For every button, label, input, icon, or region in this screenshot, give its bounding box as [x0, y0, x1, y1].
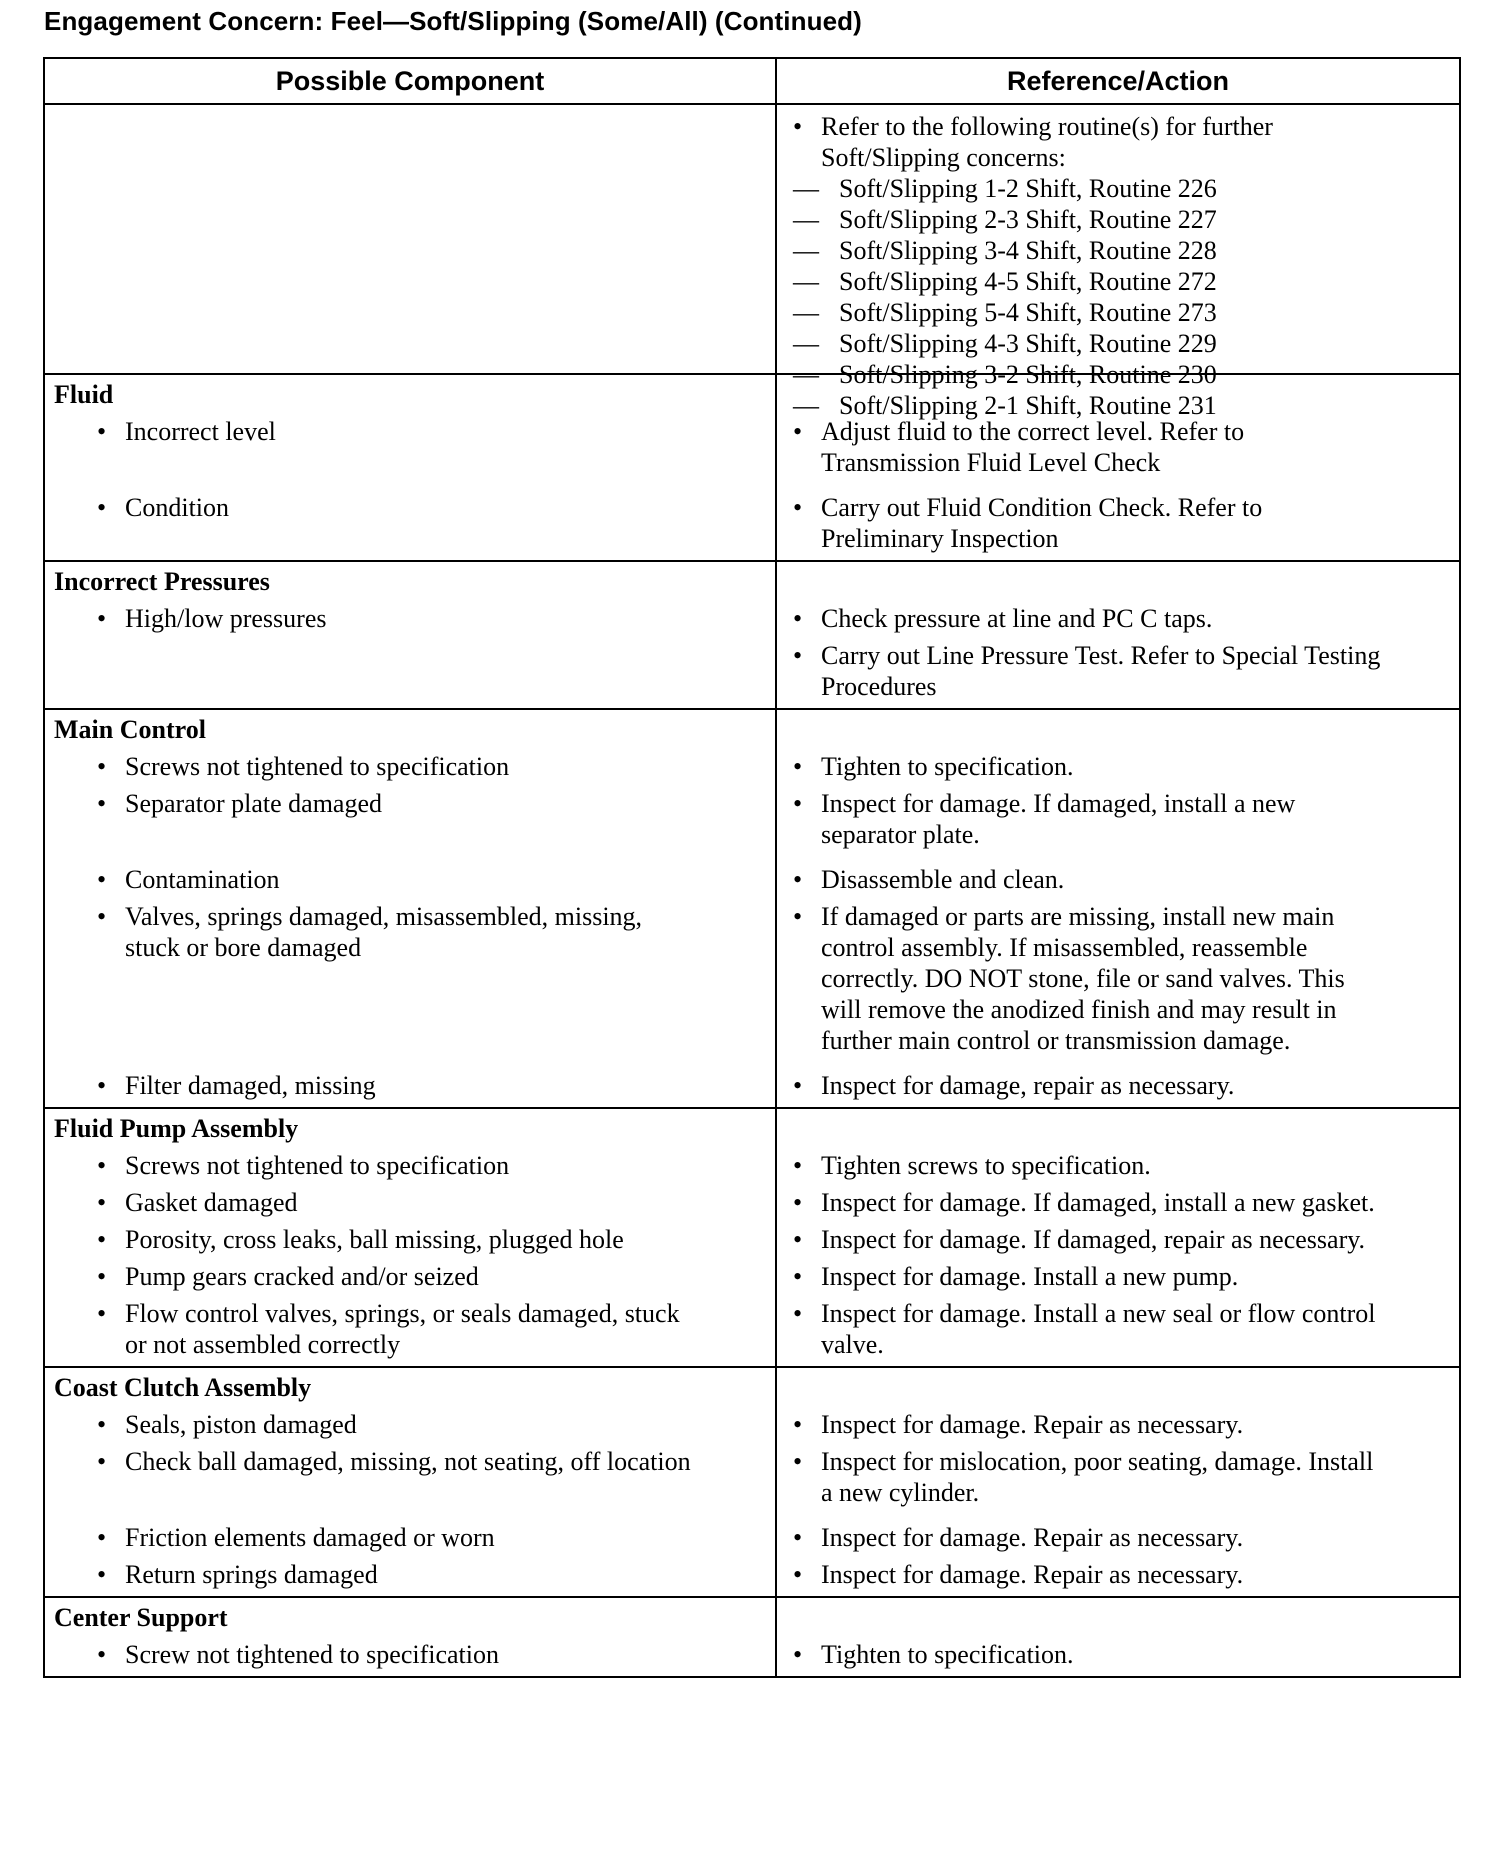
component-cell	[45, 416, 777, 478]
bullet-icon: •	[97, 1523, 107, 1552]
table-row	[45, 603, 1459, 634]
component-text	[97, 1070, 777, 1101]
bullet-icon: •	[793, 1225, 803, 1254]
action-text	[793, 751, 1453, 782]
component-text	[97, 1446, 777, 1477]
component-cell	[45, 603, 777, 634]
action-cell	[777, 640, 1459, 702]
action-text	[793, 492, 1453, 554]
column-divider	[775, 562, 777, 708]
bullet-line	[97, 864, 777, 895]
bullet-line	[97, 1187, 777, 1218]
line-text: Flow control valves, springs, or seals damaged, stuck	[125, 1299, 680, 1328]
em-dash: —	[793, 205, 819, 234]
table-row	[45, 901, 1459, 1056]
em-dash: —	[793, 391, 819, 420]
bullet-icon: •	[97, 417, 107, 446]
bullet-icon: •	[97, 902, 107, 931]
routine-item	[793, 204, 1459, 235]
bullet-icon: •	[793, 1299, 803, 1328]
line-text: or not assembled correctly	[125, 1330, 401, 1359]
bullet-line	[793, 1070, 1453, 1101]
section-title: Main Control	[54, 715, 206, 744]
line-text: Incorrect level	[125, 417, 276, 446]
line-text: correctly. DO NOT stone, file or sand valves. This	[821, 964, 1345, 993]
line-text: Tighten to specification.	[821, 1640, 1074, 1669]
bullet-line	[793, 603, 1453, 634]
component-text	[97, 603, 777, 634]
intro-text-line: Soft/Slipping concerns:	[821, 143, 1066, 172]
bullet-line	[793, 1298, 1453, 1329]
bullet-icon: •	[793, 1447, 803, 1476]
line-text: valve.	[821, 1330, 884, 1359]
bullet-line	[97, 1559, 777, 1590]
bullet-line	[793, 416, 1453, 447]
line-text: Inspect for damage. If damaged, install a new gasket.	[821, 1188, 1375, 1217]
em-dash: —	[793, 267, 819, 296]
bullet-icon: •	[97, 789, 107, 818]
routine-item	[793, 266, 1459, 297]
section-row	[45, 1368, 1459, 1598]
line-text: further main control or transmission damage.	[821, 1026, 1291, 1055]
bullet-icon: •	[97, 1151, 107, 1180]
bullet-line	[97, 1522, 777, 1553]
bullet-icon: •	[793, 865, 803, 894]
spacer	[45, 850, 1459, 864]
bullet-icon: •	[97, 1262, 107, 1291]
line-text: Gasket damaged	[125, 1188, 298, 1217]
action-cell	[777, 1150, 1459, 1181]
header-possible-component: Possible Component	[45, 59, 777, 103]
routine-text: Soft/Slipping 1-2 Shift, Routine 226	[839, 174, 1217, 203]
action-text	[793, 1298, 1453, 1360]
bullet-icon: •	[793, 1410, 803, 1439]
bullet-line	[97, 1150, 777, 1181]
bullet-line	[793, 788, 1453, 819]
bullet-icon: •	[97, 1188, 107, 1217]
table-row	[45, 1446, 1459, 1508]
line-text: Carry out Line Pressure Test. Refer to Special Testing	[821, 641, 1381, 670]
table-row	[45, 1070, 1459, 1101]
line-text: Carry out Fluid Condition Check. Refer to	[821, 493, 1263, 522]
action-text	[793, 603, 1453, 634]
bullet-icon: •	[793, 752, 803, 781]
section-body	[45, 562, 1459, 708]
bullet-icon: •	[793, 1188, 803, 1217]
bullet-icon: •	[793, 1151, 803, 1180]
section-body	[45, 1109, 1459, 1366]
component-cell	[45, 1187, 777, 1218]
line-text: will remove the anodized finish and may result in	[821, 995, 1337, 1024]
component-cell	[45, 864, 777, 895]
component-cell	[45, 1559, 777, 1590]
line-text: Inspect for damage. Repair as necessary.	[821, 1410, 1244, 1439]
table-row	[45, 1409, 1459, 1440]
action-text	[793, 1409, 1453, 1440]
table-row	[45, 1559, 1459, 1590]
line-text: If damaged or parts are missing, install new main	[821, 902, 1335, 931]
routine-text: Soft/Slipping 2-1 Shift, Routine 231	[839, 391, 1217, 420]
section-title: Coast Clutch Assembly	[54, 1373, 312, 1402]
component-text	[97, 1224, 777, 1255]
bullet-icon: •	[97, 752, 107, 781]
section-title: Incorrect Pressures	[54, 567, 270, 596]
bullet-line	[793, 1187, 1453, 1218]
component-cell	[45, 1150, 777, 1181]
bullet-line	[793, 751, 1453, 782]
action-cell	[777, 1261, 1459, 1292]
bullet-icon: •	[793, 112, 803, 141]
line-text: Inspect for damage. Repair as necessary.	[821, 1523, 1244, 1552]
action-text	[793, 640, 1453, 702]
bullet-line	[793, 1224, 1453, 1255]
bullet-icon: •	[793, 493, 803, 522]
line-text: Tighten screws to specification.	[821, 1151, 1151, 1180]
table-row	[45, 864, 1459, 895]
bullet-icon: •	[793, 641, 803, 670]
troubleshooting-table	[43, 57, 1461, 1678]
section-row	[45, 562, 1459, 710]
component-text	[97, 901, 777, 963]
bullet-line	[793, 1446, 1453, 1477]
intro-action-cell	[777, 105, 1459, 420]
bullet-line	[97, 603, 777, 634]
action-cell	[777, 1559, 1459, 1590]
line-text: Inspect for damage. Install a new seal or flow control	[821, 1299, 1376, 1328]
table-row	[45, 1261, 1459, 1292]
component-cell	[45, 640, 777, 702]
line-text: stuck or bore damaged	[125, 933, 362, 962]
line-text: Valves, springs damaged, misassembled, missing,	[125, 902, 643, 931]
bullet-line	[793, 864, 1453, 895]
routine-item	[793, 173, 1459, 204]
bullet-line	[97, 901, 777, 932]
action-cell	[777, 1522, 1459, 1553]
component-cell	[45, 1070, 777, 1101]
action-cell	[777, 1409, 1459, 1440]
line-text: Filter damaged, missing	[125, 1071, 376, 1100]
line-text: Preliminary Inspection	[821, 524, 1059, 553]
bullet-line	[97, 1261, 777, 1292]
component-text	[97, 1559, 777, 1590]
action-text	[793, 1559, 1453, 1590]
action-cell	[777, 603, 1459, 634]
action-cell	[777, 492, 1459, 554]
routine-text: Soft/Slipping 4-5 Shift, Routine 272	[839, 267, 1217, 296]
table-row	[45, 1298, 1459, 1360]
bullet-line	[793, 1522, 1453, 1553]
routine-item	[793, 328, 1459, 359]
line-text: Screw not tightened to specification	[125, 1640, 500, 1669]
section-body	[45, 1598, 1459, 1676]
component-cell	[45, 1298, 777, 1360]
line-text: Disassemble and clean.	[821, 865, 1065, 894]
em-dash: —	[793, 360, 819, 389]
column-divider	[775, 710, 777, 1107]
line-text: Inspect for damage, repair as necessary.	[821, 1071, 1235, 1100]
line-text: Condition	[125, 493, 230, 522]
spacer	[45, 478, 1459, 492]
line-text: Inspect for damage. Repair as necessary.	[821, 1560, 1244, 1589]
component-text	[97, 751, 777, 782]
bullet-icon: •	[97, 1410, 107, 1439]
header-reference-action: Reference/Action	[1006, 66, 1230, 96]
component-cell	[45, 492, 777, 554]
component-text	[97, 1409, 777, 1440]
table-row	[45, 1639, 1459, 1670]
action-text	[793, 1150, 1453, 1181]
bullet-icon: •	[97, 1560, 107, 1589]
bullet-icon: •	[793, 1640, 803, 1669]
table-row	[45, 1150, 1459, 1181]
component-cell	[45, 1522, 777, 1553]
component-text	[97, 1522, 777, 1553]
intro-bullet	[793, 111, 1459, 142]
table-row	[45, 640, 1459, 702]
bullet-icon: •	[793, 1560, 803, 1589]
line-text: Contamination	[125, 865, 280, 894]
table-row	[45, 1522, 1459, 1553]
component-text	[97, 416, 777, 447]
line-text: Adjust fluid to the correct level. Refer to	[821, 417, 1245, 446]
column-divider	[775, 375, 777, 560]
component-cell	[45, 901, 777, 1056]
page-title: Engagement Concern: Feel—Soft/Slipping (Some/All) (Continued)	[44, 6, 862, 36]
section-row	[45, 1109, 1459, 1368]
line-text: High/low pressures	[125, 604, 327, 633]
action-text	[793, 416, 1453, 478]
component-text	[97, 1187, 777, 1218]
em-dash: —	[793, 298, 819, 327]
bullet-icon: •	[793, 789, 803, 818]
column-divider	[775, 1598, 777, 1676]
line-text: Friction elements damaged or worn	[125, 1523, 495, 1552]
action-cell	[777, 1070, 1459, 1101]
line-text: Inspect for damage. If damaged, install a new	[821, 789, 1296, 818]
line-text: Procedures	[821, 672, 937, 701]
line-text: Check ball damaged, missing, not seating, off location	[125, 1447, 691, 1476]
section-title: Fluid	[54, 380, 114, 409]
component-text	[97, 492, 777, 523]
bullet-line	[97, 788, 777, 819]
bullet-line	[97, 492, 777, 523]
bullet-line	[793, 640, 1453, 671]
em-dash: —	[793, 329, 819, 358]
line-text: Screws not tightened to specification	[125, 752, 510, 781]
component-cell	[45, 788, 777, 850]
action-text	[793, 864, 1453, 895]
action-text	[793, 1187, 1453, 1218]
bullet-line	[97, 1224, 777, 1255]
bullet-line	[97, 1409, 777, 1440]
component-text	[97, 1150, 777, 1181]
bullet-line	[793, 492, 1453, 523]
bullet-icon: •	[97, 1225, 107, 1254]
bullet-line	[97, 1070, 777, 1101]
component-cell	[45, 1409, 777, 1440]
line-text: Inspect for mislocation, poor seating, damage. Install	[821, 1447, 1374, 1476]
line-text: Transmission Fluid Level Check	[821, 448, 1161, 477]
bullet-icon: •	[97, 865, 107, 894]
bullet-icon: •	[793, 1071, 803, 1100]
action-cell	[777, 1298, 1459, 1360]
component-cell	[45, 1446, 777, 1508]
routine-text: Soft/Slipping 3-4 Shift, Routine 228	[839, 236, 1217, 265]
em-dash: —	[793, 174, 819, 203]
bullet-line	[793, 1409, 1453, 1440]
component-text	[97, 788, 777, 819]
action-text	[793, 1522, 1453, 1553]
table-row	[45, 1187, 1459, 1218]
routine-text: Soft/Slipping 2-3 Shift, Routine 227	[839, 205, 1217, 234]
line-text: Porosity, cross leaks, ball missing, plugged hole	[125, 1225, 624, 1254]
spacer	[45, 1508, 1459, 1522]
section-body	[45, 710, 1459, 1107]
table-row	[45, 492, 1459, 554]
line-text: a new cylinder.	[821, 1478, 980, 1507]
column-divider	[775, 1368, 777, 1596]
component-text	[97, 1639, 777, 1670]
bullet-line	[97, 1446, 777, 1477]
component-cell	[45, 1224, 777, 1255]
action-cell	[777, 751, 1459, 782]
action-text	[793, 1446, 1453, 1508]
line-text: Tighten to specification.	[821, 752, 1074, 781]
action-cell	[777, 1446, 1459, 1508]
intro-component-cell	[45, 105, 777, 373]
bullet-line	[97, 1639, 777, 1670]
action-cell	[777, 1224, 1459, 1255]
bullet-icon: •	[793, 604, 803, 633]
line-text: Return springs damaged	[125, 1560, 378, 1589]
action-text	[793, 1070, 1453, 1101]
column-divider	[775, 1109, 777, 1366]
bullet-icon: •	[97, 1447, 107, 1476]
action-text	[793, 1224, 1453, 1255]
table-row	[45, 1224, 1459, 1255]
bullet-icon: •	[793, 1523, 803, 1552]
line-text: Inspect for damage. If damaged, repair as necessary.	[821, 1225, 1366, 1254]
section-row	[45, 710, 1459, 1109]
component-cell	[45, 751, 777, 782]
table-row	[45, 751, 1459, 782]
routine-text: Soft/Slipping 4-3 Shift, Routine 229	[839, 329, 1217, 358]
action-cell	[777, 1187, 1459, 1218]
component-cell	[45, 1261, 777, 1292]
spacer	[45, 1056, 1459, 1070]
line-text: Seals, piston damaged	[125, 1410, 357, 1439]
line-text: Pump gears cracked and/or seized	[125, 1262, 479, 1291]
bullet-icon: •	[97, 1299, 107, 1328]
action-text	[793, 1639, 1453, 1670]
routine-item	[793, 235, 1459, 266]
bullet-icon: •	[793, 1262, 803, 1291]
section-body	[45, 1368, 1459, 1596]
action-cell	[777, 416, 1459, 478]
line-text: Separator plate damaged	[125, 789, 382, 818]
table-row	[45, 788, 1459, 850]
bullet-icon: •	[97, 604, 107, 633]
bullet-icon: •	[97, 493, 107, 522]
bullet-line	[97, 751, 777, 782]
line-text: Check pressure at line and PC C taps.	[821, 604, 1213, 633]
action-text	[793, 788, 1453, 850]
routine-text: Soft/Slipping 3-2 Shift, Routine 230	[839, 360, 1217, 389]
bullet-icon: •	[793, 902, 803, 931]
action-text	[793, 1261, 1453, 1292]
component-text	[97, 864, 777, 895]
line-text: Screws not tightened to specification	[125, 1151, 510, 1180]
em-dash: —	[793, 236, 819, 265]
component-cell	[45, 1639, 777, 1670]
routine-text: Soft/Slipping 5-4 Shift, Routine 273	[839, 298, 1217, 327]
action-cell	[777, 901, 1459, 1056]
line-text: Inspect for damage. Install a new pump.	[821, 1262, 1239, 1291]
bullet-line	[793, 1150, 1453, 1181]
section-title: Fluid Pump Assembly	[54, 1114, 299, 1143]
bullet-icon: •	[793, 417, 803, 446]
action-cell	[777, 788, 1459, 850]
bullet-line	[793, 1559, 1453, 1590]
bullet-line	[793, 1639, 1453, 1670]
section-row	[45, 1598, 1459, 1676]
action-cell	[777, 1639, 1459, 1670]
section-row	[45, 375, 1459, 562]
component-text	[97, 1298, 777, 1360]
intro-text-line: Refer to the following routine(s) for further	[821, 112, 1273, 141]
bullet-line	[793, 1261, 1453, 1292]
line-text: control assembly. If misassembled, reassemble	[821, 933, 1308, 962]
bullet-icon: •	[97, 1071, 107, 1100]
line-text: separator plate.	[821, 820, 980, 849]
table-row	[45, 416, 1459, 478]
section-body	[45, 375, 1459, 560]
action-text	[793, 901, 1453, 1056]
action-cell	[777, 864, 1459, 895]
bullet-line	[97, 1298, 777, 1329]
component-text	[97, 1261, 777, 1292]
table-header-row	[45, 59, 1459, 105]
bullet-line	[97, 416, 777, 447]
routine-item	[793, 297, 1459, 328]
section-title: Center Support	[54, 1603, 228, 1632]
bullet-line	[793, 901, 1453, 932]
bullet-icon: •	[97, 1640, 107, 1669]
